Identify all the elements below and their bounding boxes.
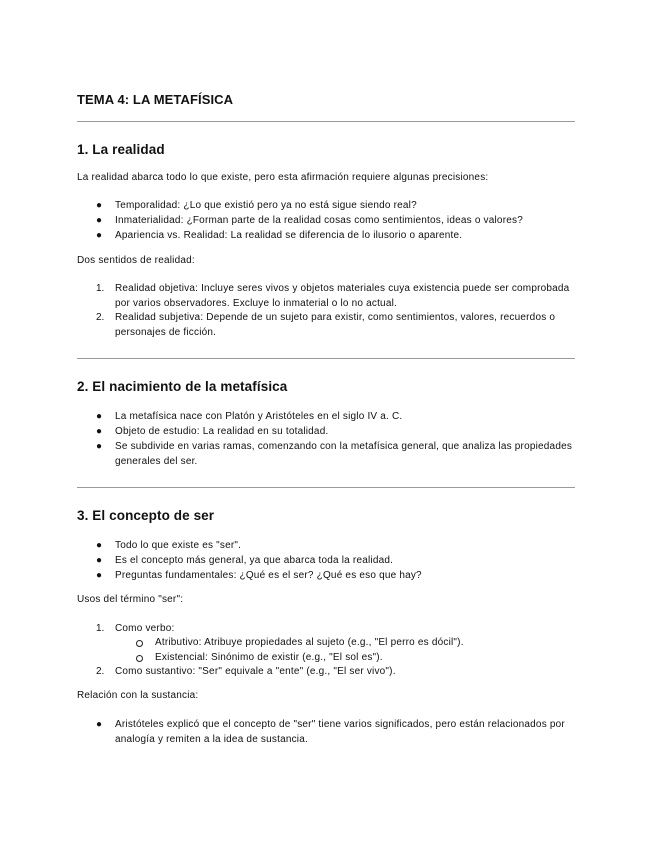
paragraph-label: Usos del término "ser":	[77, 594, 184, 605]
list-item: La metafísica nace con Platón y Aristóteles en el siglo IV a. C.	[115, 411, 403, 422]
sub-list-item: Existencial: Sinónimo de existir (e.g., "El sol es").	[155, 652, 383, 663]
bullet-icon: ●	[96, 230, 103, 241]
numbered-item: Como verbo:	[115, 623, 175, 634]
section-heading-nacimiento: 2. El nacimiento de la metafísica	[77, 379, 288, 394]
section-heading-realidad: 1. La realidad	[77, 142, 165, 157]
list-number: 2.	[96, 312, 105, 323]
numbered-item: Como sustantivo: "Ser" equivale a "ente" (e.g., "El ser vivo").	[115, 666, 396, 677]
section-intro: La realidad abarca todo lo que existe, pero esta afirmación requiere algunas precisiones:	[77, 172, 489, 183]
bullet-icon: ●	[96, 426, 103, 437]
bullet-icon: ●	[96, 200, 103, 211]
list-number: 1.	[96, 623, 105, 634]
list-item: Temporalidad: ¿Lo que existió pero ya no está sigue siendo real?	[115, 200, 417, 211]
section-divider	[77, 121, 575, 122]
bullet-icon: ●	[96, 540, 103, 551]
paragraph-label: Relación con la sustancia:	[77, 690, 199, 701]
paragraph-label: Dos sentidos de realidad:	[77, 255, 195, 266]
list-number: 1.	[96, 283, 105, 294]
list-number: 2.	[96, 666, 105, 677]
bullet-icon: ●	[96, 570, 103, 581]
numbered-item: Realidad subjetiva: Depende de un sujeto para existir, como sentimientos, valores, recuerdos o personajes de ficción.	[115, 312, 556, 338]
circle-bullet-icon	[136, 655, 143, 662]
bullet-icon: ●	[96, 441, 103, 452]
list-item: Todo lo que existe es "ser".	[115, 540, 242, 551]
list-item: Apariencia vs. Realidad: La realidad se diferencia de lo ilusorio o aparente.	[115, 230, 463, 241]
list-item: Es el concepto más general, ya que abarca toda la realidad.	[115, 555, 394, 566]
list-item: Objeto de estudio: La realidad en su totalidad.	[115, 426, 329, 437]
list-item: Se subdivide en varias ramas, comenzando con la metafísica general, que analiza las propiedades generales del ser.	[115, 441, 573, 467]
section-divider	[77, 487, 575, 488]
circle-bullet-icon	[136, 640, 143, 647]
bullet-icon: ●	[96, 555, 103, 566]
numbered-item: Realidad objetiva: Incluye seres vivos y objetos materiales cuya existencia puede ser comprobada por varios observadores. Excluye lo inmaterial o lo no actual.	[115, 283, 570, 309]
document-title: TEMA 4: LA METAFÍSICA	[77, 92, 234, 107]
sub-list-item: Atributivo: Atribuye propiedades al sujeto (e.g., "El perro es dócil").	[155, 637, 464, 648]
list-item: Aristóteles explicó que el concepto de "ser" tiene varios significados, pero están relacionados por analogía y remiten a la idea de sustancia.	[115, 719, 565, 745]
bullet-icon: ●	[96, 719, 103, 730]
section-divider	[77, 358, 575, 359]
bullet-icon: ●	[96, 215, 103, 226]
bullet-icon: ●	[96, 411, 103, 422]
list-item: Preguntas fundamentales: ¿Qué es el ser? ¿Qué es eso que hay?	[115, 570, 422, 581]
list-item: Inmaterialidad: ¿Forman parte de la realidad cosas como sentimientos, ideas o valores?	[115, 215, 523, 226]
section-heading-ser: 3. El concepto de ser	[77, 508, 215, 523]
